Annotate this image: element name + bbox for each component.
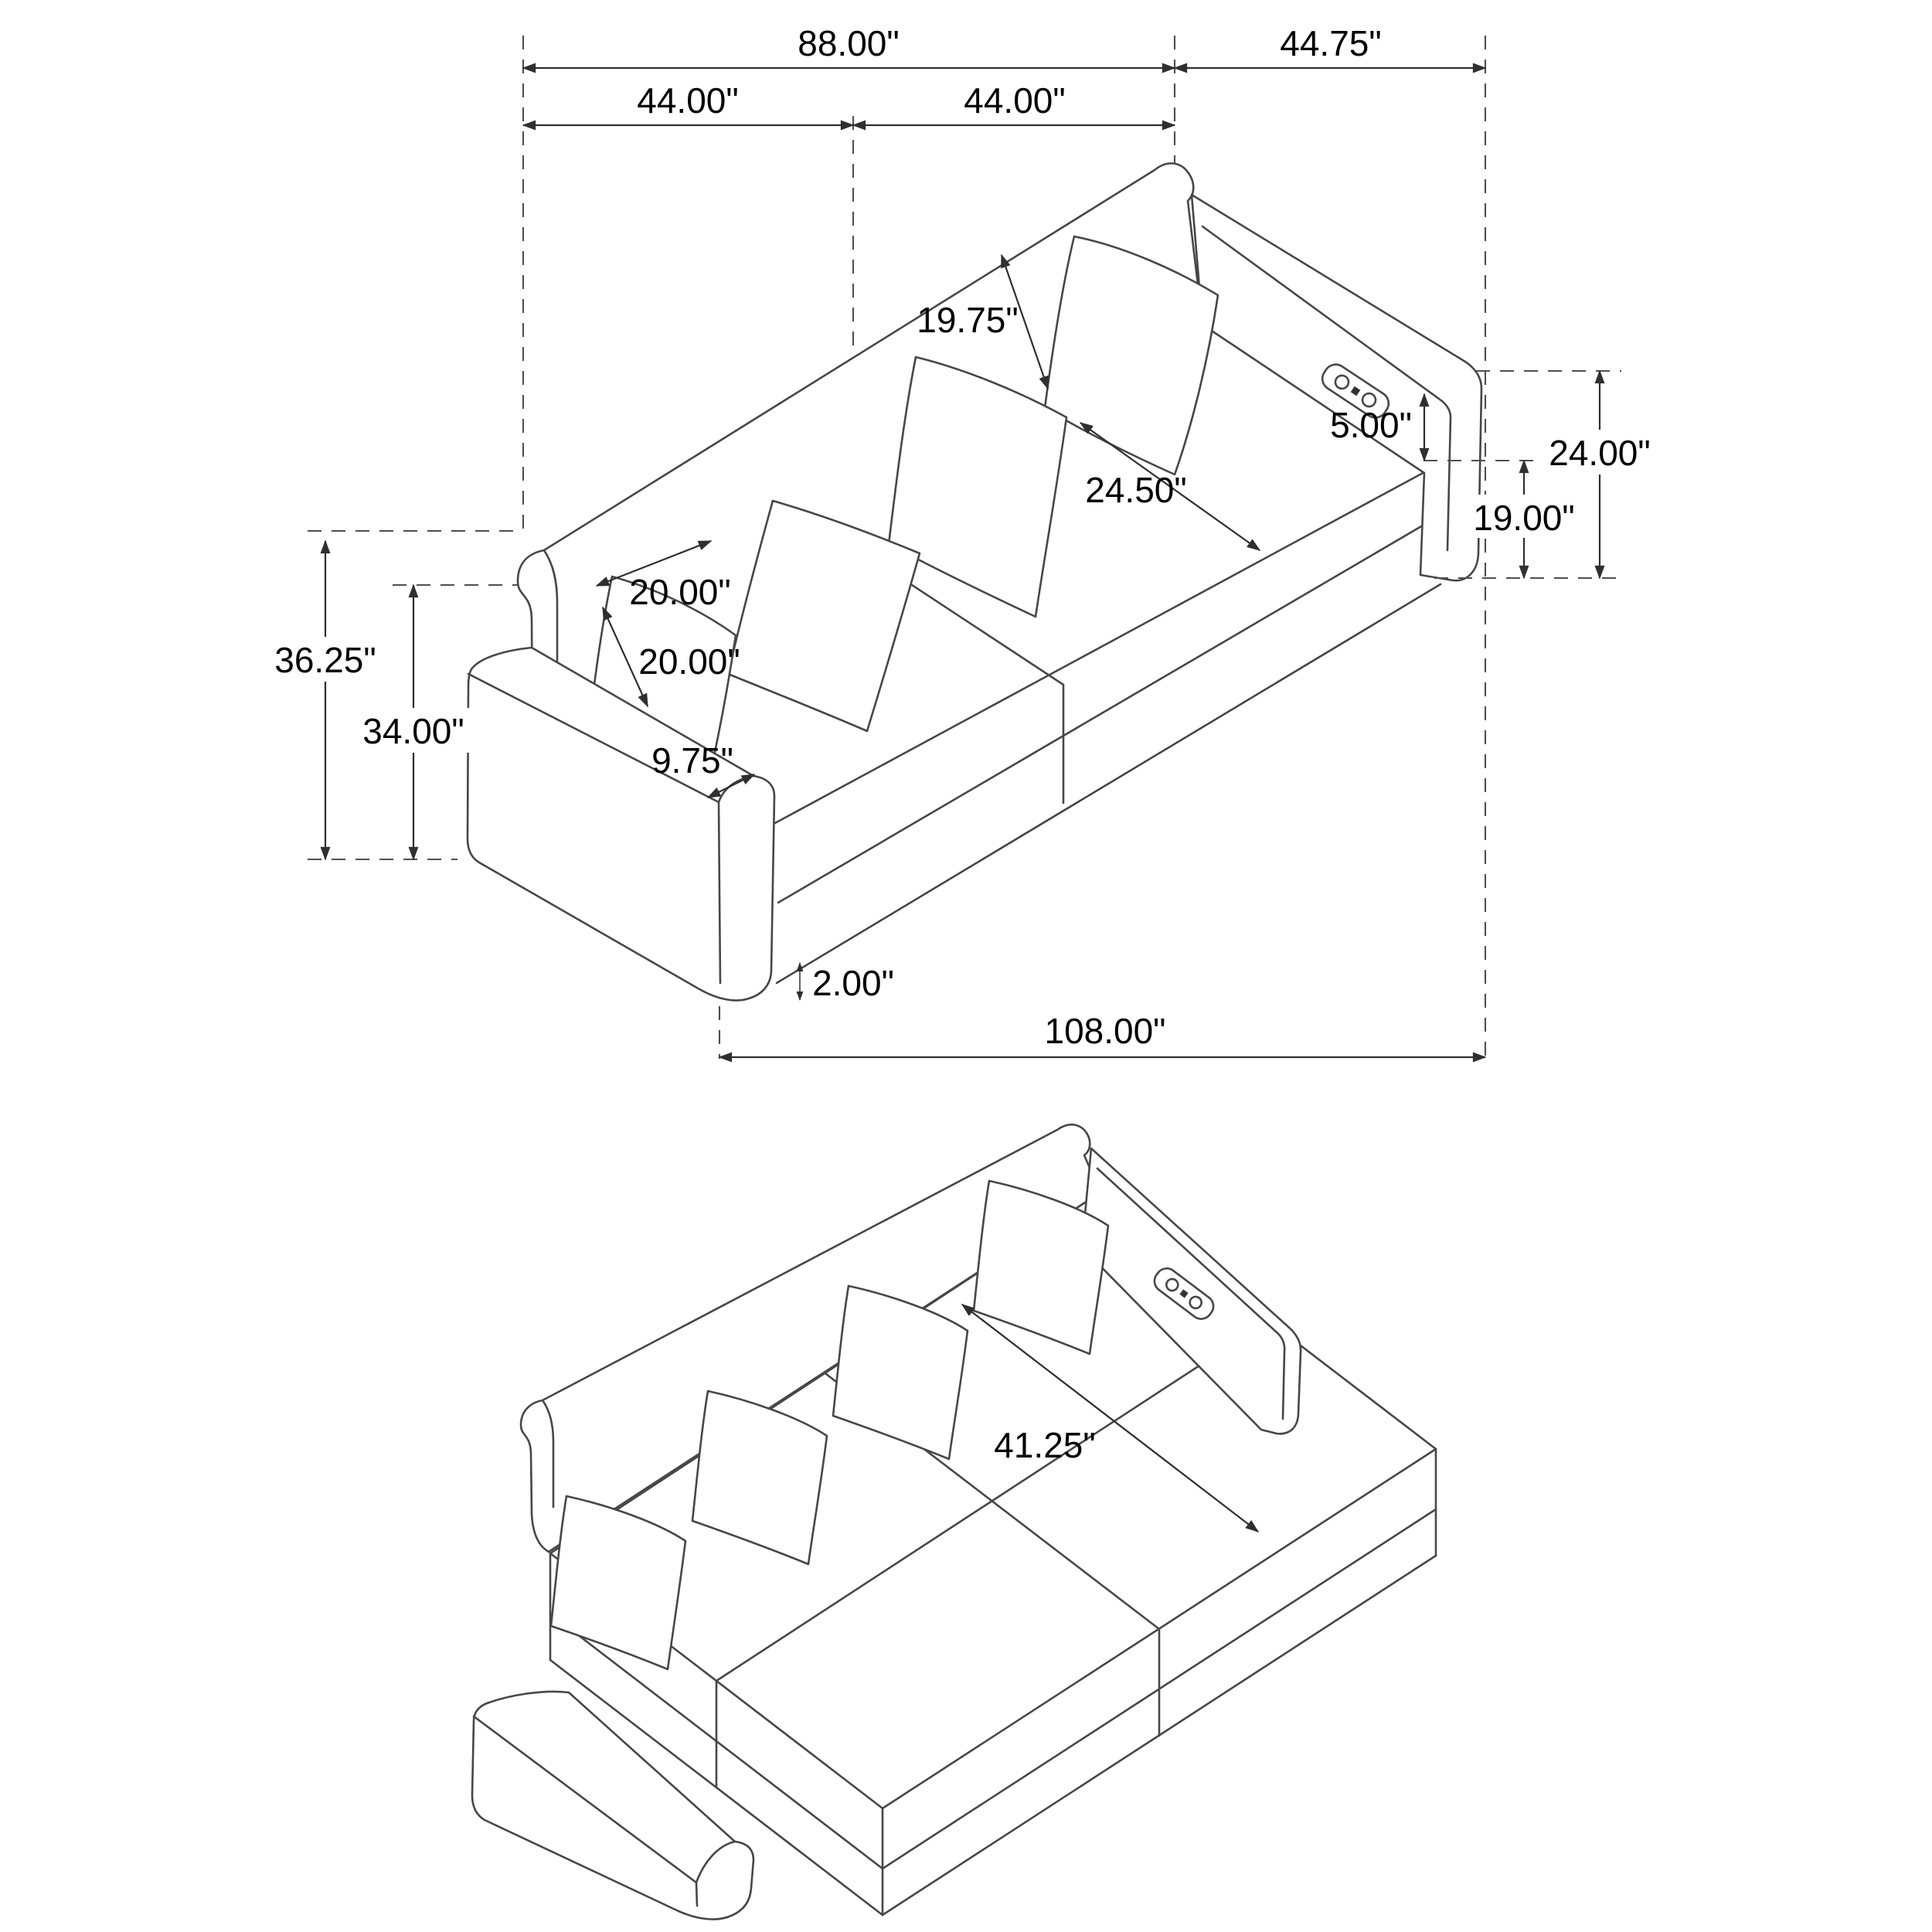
dim-right-arm-height [1536, 371, 1663, 578]
sleeper-left-arm-front-crease [696, 1883, 697, 1906]
dim-back-cushion-label: 19.75" [917, 300, 1019, 340]
dim-pillow-height-label: 20.00" [638, 641, 740, 682]
dim-pillow-width-label: 20.00" [629, 572, 731, 612]
dim-right-arm-height-label: 24.00" [1549, 433, 1651, 473]
dim-overall-length-label: 108.00" [1044, 1011, 1166, 1051]
sleeper-left-arm [472, 1692, 753, 1920]
dim-back-width-label: 88.00" [798, 23, 900, 63]
sofa-bed-extended-view [472, 1124, 1436, 1919]
dim-seat-left-label: 44.00" [637, 80, 739, 121]
dim-seat-depth-label: 24.50" [1085, 470, 1187, 510]
dim-chaise-depth [1175, 23, 1485, 68]
dim-bed-depth-label: 41.25" [994, 1425, 1096, 1465]
dim-leg-height [800, 963, 894, 1003]
dim-seat-right-label: 44.00" [964, 80, 1066, 121]
dim-seat-section-right [853, 80, 1175, 125]
dim-seat-height-label: 19.00" [1473, 498, 1575, 538]
dim-leg-height-label: 2.00" [812, 963, 894, 1003]
sofa-assembled-view [260, 23, 1663, 1059]
dim-back-width [523, 23, 1175, 68]
dim-overall-length [719, 1011, 1485, 1057]
dim-arm-rise-label: 5.00" [1330, 405, 1412, 445]
dim-overall-height [260, 541, 391, 859]
dim-chaise-depth-label: 44.75" [1280, 23, 1382, 63]
dim-arm-width-label: 9.75" [651, 740, 733, 781]
dim-seat-section-left [523, 80, 853, 125]
dim-overall-height-label: 36.25" [274, 640, 376, 680]
dim-left-arm-height [348, 585, 479, 859]
dim-seat-height [1462, 461, 1587, 578]
dim-left-arm-height-label: 34.00" [362, 711, 464, 751]
